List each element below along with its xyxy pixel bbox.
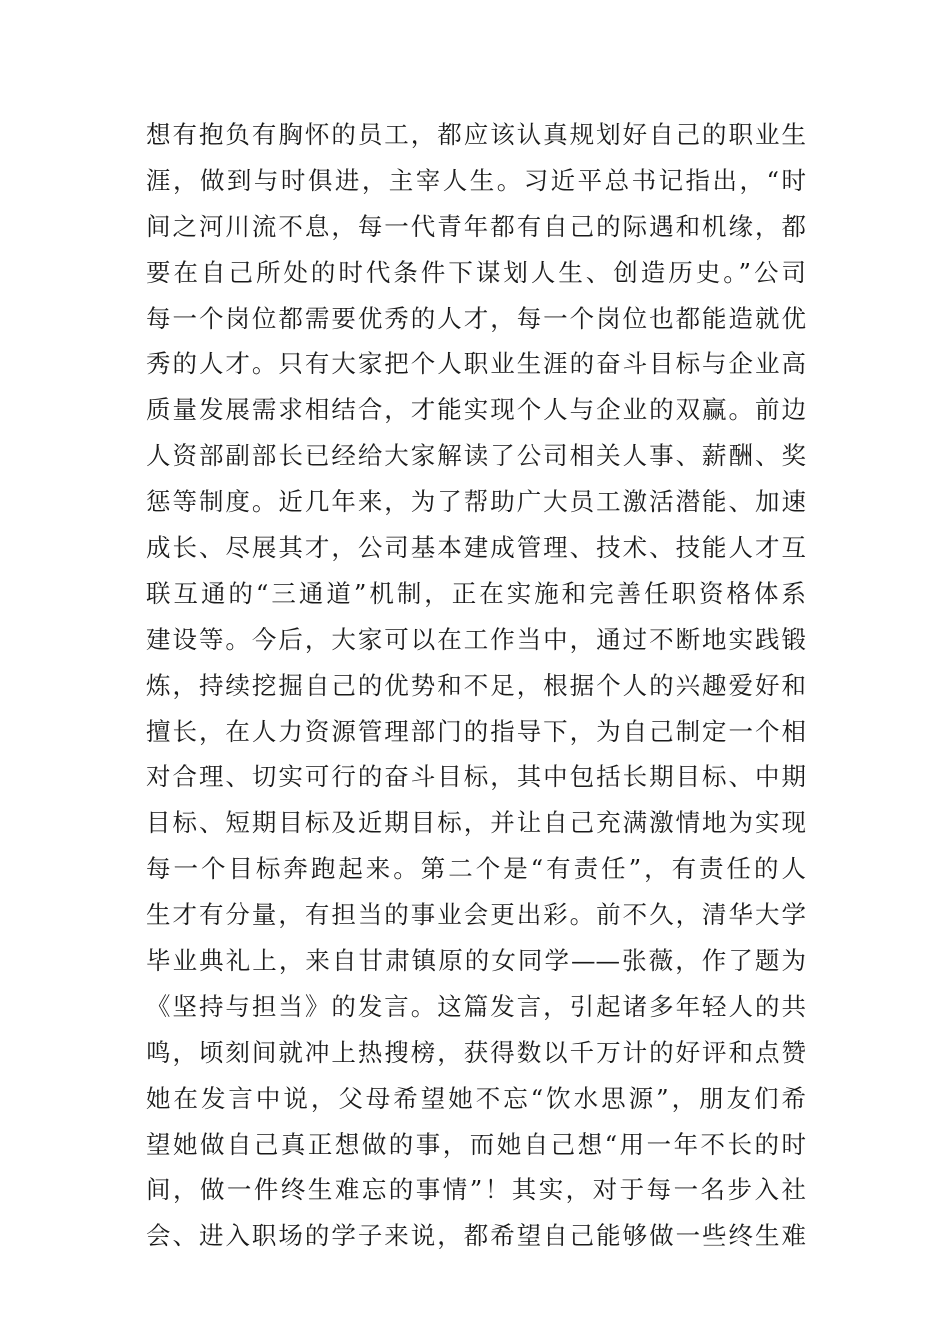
text-line: 生才有分量，有担当的事业会更出彩。前不久，清华大学 (146, 900, 806, 930)
text-line: 她在发言中说，父母希望她不忘“饮水思源”，朋友们希 (146, 1083, 806, 1113)
text-line: 建设等。今后，大家可以在工作当中，通过不断地实践锻 (146, 624, 806, 654)
text-line: 成长、尽展其才，公司基本建成管理、技术、技能人才互 (146, 533, 806, 563)
text-line: 间，做一件终生难忘的事情”！其实，对于每一名步入社 (146, 1175, 806, 1205)
text-line: 每一个岗位都需要优秀的人才，每一个岗位也都能造就优 (146, 303, 806, 333)
text-line: 擅长，在人力资源管理部门的指导下，为自己制定一个相 (146, 716, 806, 746)
text-line: 每一个目标奔跑起来。第二个是“有责任”，有责任的人 (146, 854, 806, 884)
text-line: 毕业典礼上，来自甘肃镇原的女同学——张薇，作了题为 (146, 946, 806, 976)
text-line: 鸣，顷刻间就冲上热搜榜，获得数以千万计的好评和点赞 (146, 1037, 806, 1067)
text-line: 间之河川流不息，每一代青年都有自己的际遇和机缘，都 (146, 211, 806, 241)
body-text (146, 112, 806, 1259)
text-line: 人资部副部长已经给大家解读了公司相关人事、薪酬、奖 (146, 441, 806, 471)
text-line: 联互通的“三通道”机制，正在实施和完善任职资格体系 (146, 578, 806, 608)
text-line: 要在自己所处的时代条件下谋划人生、创造历史。”公司 (146, 257, 806, 287)
text-line: 质量发展需求相结合，才能实现个人与企业的双赢。前边 (146, 395, 806, 425)
text-line: 会、进入职场的学子来说，都希望自己能够做一些终生难 (146, 1221, 806, 1251)
text-line: 《坚持与担当》的发言。这篇发言，引起诸多年轻人的共 (146, 991, 806, 1021)
text-line: 惩等制度。近几年来，为了帮助广大员工激活潜能、加速 (146, 487, 806, 517)
text-line: 炼，持续挖掘自己的优势和不足，根据个人的兴趣爱好和 (146, 670, 806, 700)
text-line: 秀的人才。只有大家把个人职业生涯的奋斗目标与企业高 (146, 349, 806, 379)
text-line: 目标、短期目标及近期目标，并让自己充满激情地为实现 (146, 808, 806, 838)
text-line: 涯，做到与时俱进，主宰人生。习近平总书记指出，“时 (146, 165, 806, 195)
text-line: 对合理、切实可行的奋斗目标，其中包括长期目标、中期 (146, 762, 806, 792)
text-line: 想有抱负有胸怀的员工，都应该认真规划好自己的职业生 (146, 120, 806, 149)
text-line: 望她做自己真正想做的事，而她自己想“用一年不长的时 (146, 1129, 806, 1159)
